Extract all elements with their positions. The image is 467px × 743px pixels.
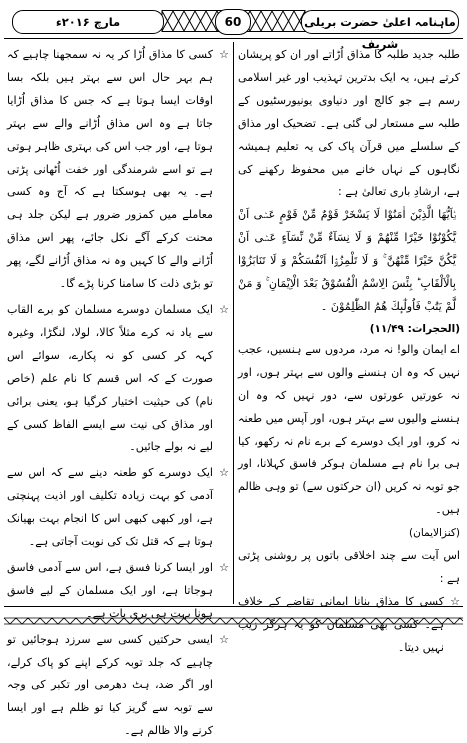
intro-paragraph: طلبہ جدید طلبہ کا مذاق اُڑاتے اور ان کو پریشان کرتے ہیں، یہ ایک بدترین تہذیب اور غیر اسلامی رسم ہے جو کالج اور دنیاوی یونیورسٹیوں کے طلبہ سے مستعار لی گئی ہے۔ تضحیک اور مذاق کے سلسلے میں قرآن پاک کی یہ تعلیم ہمیشہ نگاہوں کے نہاں خانے میں محفوظ رکھنے کی ہے، ارشادِ باری تعالیٰ ہے : (238, 48, 460, 199)
quran-verse: یٰۤاَیُّهَا الَّذِیْنَ اٰمَنُوْا لَا یَسْخَرْ قَوْمٌ مِّنْ قَوْمٍ عَسٰۤى اَنْ یَّكُوْنُوْا خَیْرًا مِّنْهُمْ وَ لَا نِسَآءٌ مِّنْ نِّسَآءٍ عَسٰۤى اَنْ یَّكُنَّ خَیْرًا مِّنْهُنَّ ۚ وَ لَا تَلْمِزُوْۤا اَنْفُسَكُمْ وَ لَا تَنَابَزُوْا بِالْاَلْقَابِ ؕ بِئْسَ الِاسْمُ الْفُسُوْقُ بَعْدَ الْاِیْمَانِ ۚ وَ مَنْ لَّمْ یَتُبْ فَاُولٰٓىٕكَ هُمُ الظّٰلِمُوْنَ ۔ (238, 208, 456, 313)
lesson-text: ایک مسلمان دوسرے مسلمان کو برے القاب سے یاد نہ کرے مثلاً کالا، لولا، لنگڑا، وغیرہ کہہ کر کسی کو نہ پکارے، سوائے اس صورت کے کہ اس قسم کا نام علم (خاص نام) کی حیثیت اختیار کرگیا ہو، یعنی برائی اور مذاق کی نیت سے ایسے الفاظ کسی کے لیے نہ بولے جائیں۔ (7, 302, 213, 454)
star-icon: ☆ (450, 594, 460, 608)
left-column (7, 44, 229, 738)
magazine-title: ماہنامہ اعلیٰ حضرت بریلی شریف (301, 10, 459, 34)
page-header (4, 4, 463, 51)
header-rule (4, 38, 463, 39)
star-icon: ☆ (219, 632, 229, 646)
footer-ornament (4, 610, 463, 618)
lesson-text: ایک دوسرے کو طعنہ دینے سے کہ اس سے آدمی کو بہت زیادہ تکلیف اور اذیت پہنچتی ہے، اور کبھی کبھی اس کا انجام بہت بھیانک ہوتا ہے کہ قتل تک کی نوبت آجاتی ہے۔ (7, 466, 213, 549)
star-icon: ☆ (219, 560, 229, 574)
page-number: 60 (215, 9, 251, 35)
lesson-item (7, 462, 229, 554)
lesson-item (238, 591, 460, 660)
footer-rule (4, 606, 463, 607)
lesson-item (7, 629, 229, 743)
verse-reference: (الحجرات: ۱۱/۴۹) (369, 322, 460, 335)
star-icon: ☆ (219, 302, 229, 316)
lesson-text: ایسی حرکتیں کسی سے سرزد ہوجائیں تو چاہیے کہ جلد توبہ کرکے اپنے کو پاک کرلے، اور اگر ضد، ہٹ دھرمی اور تکبر کی وجہ سے توبہ سے گریز کیا تو ظلم ہے اور ایسا کرنے والا ظالم ہے۔ (7, 632, 213, 738)
star-icon: ☆ (219, 48, 229, 61)
lesson-item (7, 44, 229, 296)
verse-translation: اے ایمان والو! نہ مرد، مردوں سے ہنسیں، عجب نہیں کہ وہ ان ہنسنے والوں سے بہتر ہوں، اور نہ عورتیں عورتوں سے، دور نہیں کہ وہ ان ہنسنے والیوں سے بہتر ہوں، اور آپس میں طعنہ نہ کرو، اور ایک دوسرے کے برے نام نہ رکھو، کیا ہی برا نام ہے مسلمان ہوکر فاسق کہلانا، اور جو توبہ نہ کریں (ان حرکتوں سے) تو وہی ظالم ہیں۔ (238, 342, 460, 517)
translation-reference: (کنزالایمان) (409, 527, 460, 540)
column-divider (233, 42, 234, 604)
issue-date: مارچ ۲۰۱۶ء (12, 10, 164, 34)
star-icon: ☆ (219, 466, 229, 480)
lessons-intro: اس آیت سے چند اخلاقی باتوں پر روشنی پڑتی ہے : (238, 549, 460, 585)
right-column (238, 44, 460, 654)
lesson-text: اور ایسا کرنا فسق ہے، اس سے آدمی فاسق ہوجاتا ہے، اور ایک مسلمان کے لیے فاسق ہونا بہت ہی بری بات ہے۔ (7, 560, 213, 620)
lesson-text: کسی کا مذاق اُڑا کر یہ نہ سمجھنا چاہیے کہ ہم بہر حال اس سے بہتر ہیں بلکہ بسا اوقات ایسا ہوتا ہے کہ جس کا مذاق اُڑایا جاتا ہے وہ اس مذاق اُڑانے والے سے بہتر ہوتا ہے، اور جب اس کی بہتری ظاہر ہوتی ہے تو اسے شرمندگی اور خفت اُٹھانی پڑتی ہے۔ یہ بھی ہوسکتا ہے کہ آج وہ کسی معاملے میں کمزور ضرور ہے لیکن جلد ہی محنت کرکے آگے نکل جائے، پھر اس مذاق اُڑانے والے کا کہیں وہ نہ مذاق اُڑانے لگے، پھر تو بڑی ذلت کا سامنا کرنا پڑے گا۔ (7, 48, 213, 291)
lesson-text: کسی کا مذاق بنانا ایمانی تقاضے کے خلاف ہے۔ کسی بھی مسلمان کو یہ ہرگز زیب نہیں دیتا۔ (238, 594, 444, 654)
lesson-item (7, 299, 229, 459)
